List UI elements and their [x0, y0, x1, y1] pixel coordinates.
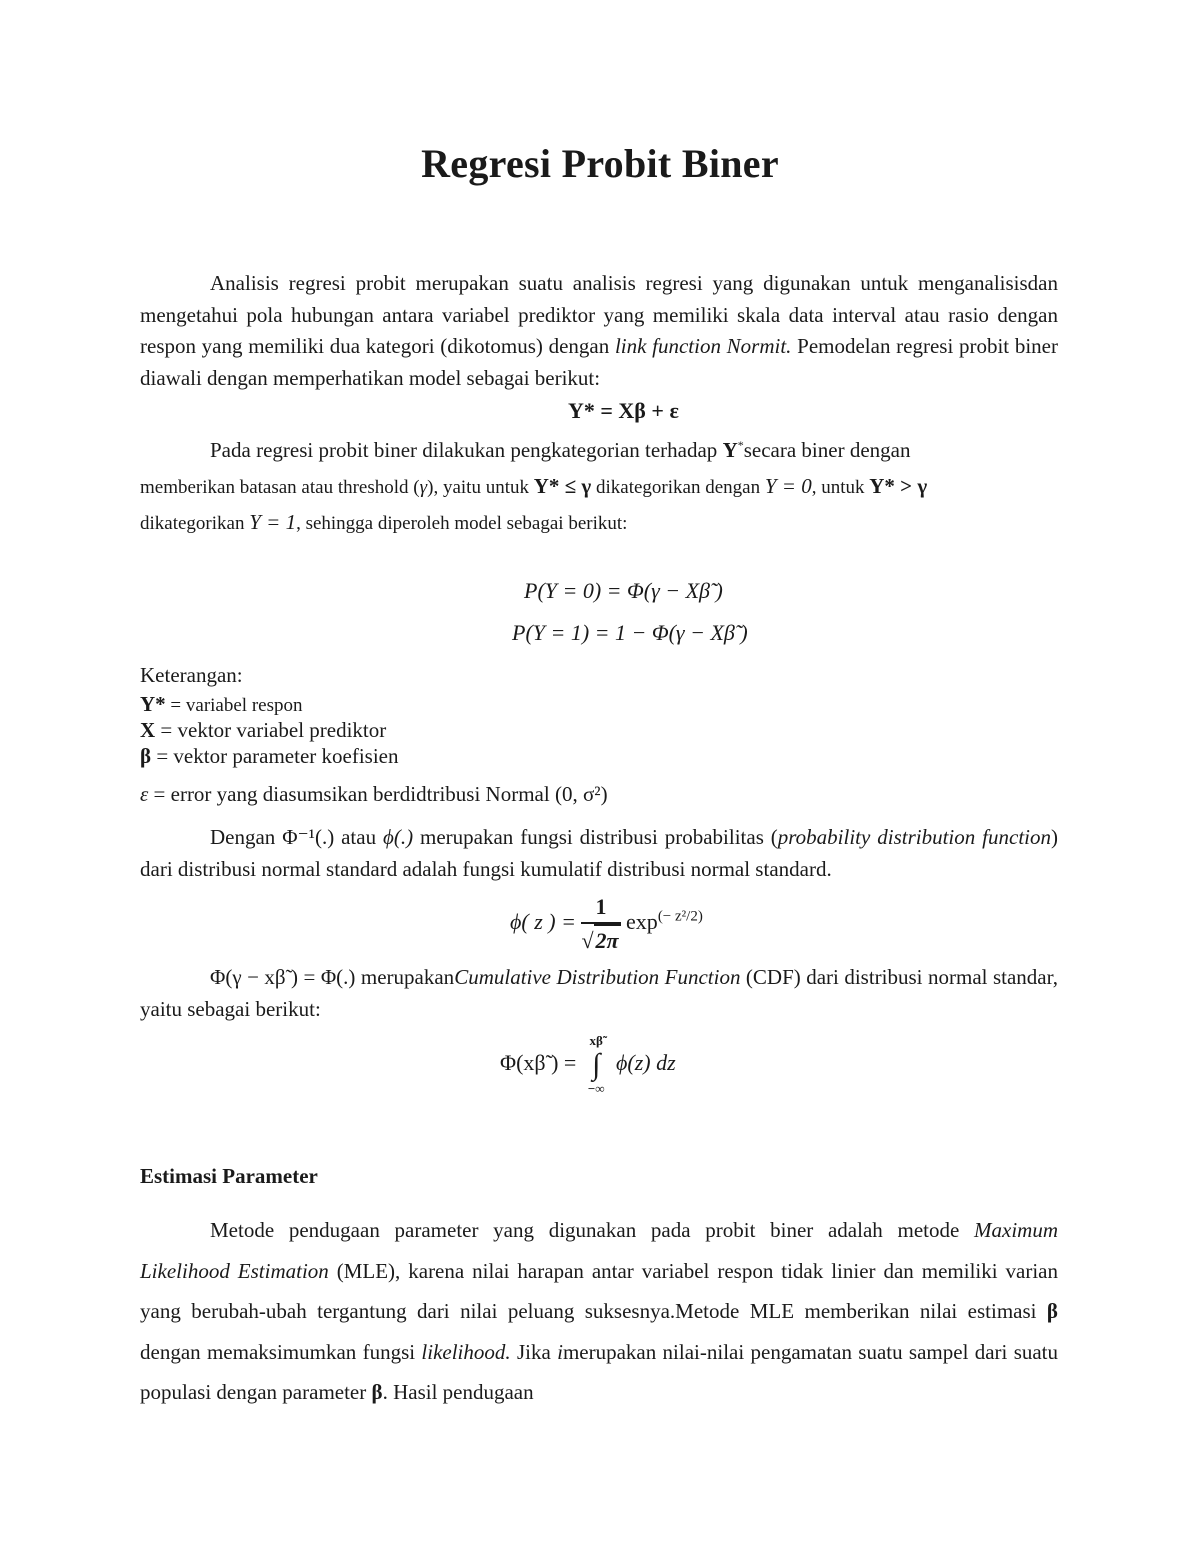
value-y1: Y = 1	[249, 510, 297, 534]
pdf-exponent: (− z²/2)	[657, 908, 703, 925]
section-text-c: dengan memaksimumkan fungsi	[140, 1339, 422, 1364]
section-text-b: (MLE), karena nilai harapan antar variabel respon tidak linier dan memiliki varian yang berubah-ubah tergantung dari nilai peluang suksesnya.Metode MLE memberikan nilai estimasi	[140, 1258, 1058, 1323]
keterangan-item-2	[140, 718, 1058, 743]
symbol-beta-2: β	[371, 1380, 383, 1404]
keterangan-text: = variabel respon	[165, 695, 303, 716]
symbol-gamma: γ	[419, 477, 428, 498]
section-text-a: Metode pendugaan parameter yang digunakan pada probit biner adalah metode	[210, 1218, 975, 1242]
para3-text-d: ) dari distribusi normal standard adalah fungsi kumulatif distribusi normal standard.	[140, 825, 1058, 881]
para4	[140, 962, 1058, 1025]
pdf-root: 2π	[594, 924, 621, 956]
para4-lhs: Φ(γ − xβ̃ ) = Φ(.)	[210, 965, 356, 989]
para2-text-c: memberikan batasan atau threshold (	[140, 477, 420, 498]
para3-text-b: atau	[334, 825, 383, 849]
integral-sign: ∫	[592, 1048, 601, 1081]
intro-emphasis: link function Normit.	[614, 334, 792, 358]
section-text-e: merupakan nilai-nilai pengamatan suatu sampel dari suatu populasi dengan parameter	[140, 1339, 1059, 1404]
para4-text-a: merupakan	[355, 965, 455, 989]
section-text-d: Jika	[510, 1339, 558, 1364]
keterangan-text: = error yang diasumsikan berdidtribusi Normal	[148, 782, 555, 806]
page-title: Regresi Probit Biner	[421, 141, 779, 186]
integral-upper-limit: xβ̃	[589, 1033, 603, 1048]
condition-2: Y* > γ	[869, 474, 928, 498]
keterangan-item-1	[140, 692, 1058, 717]
pdf-lhs: ϕ( z ) =	[510, 909, 576, 935]
para3	[140, 822, 1058, 885]
para4-text-b: (CDF) dari distribusi normal standar, yaitu sebagai berikut:	[140, 965, 1058, 1021]
cdf-equation	[500, 1034, 676, 1096]
condition-1: Y* ≤ γ	[533, 474, 592, 498]
symbol-phi-inverse: Φ⁻¹(.)	[282, 825, 335, 849]
keterangan-text: = vektor parameter koefisien	[151, 744, 399, 768]
para3-emphasis: probability distribution function	[777, 825, 1051, 849]
symbol-i: i	[557, 1339, 563, 1364]
para2-line2	[140, 474, 1058, 499]
symbol-y-star: Y	[722, 438, 738, 462]
symbol-beta: β	[1046, 1299, 1058, 1323]
model-equation: Y* = Xβ + ε	[568, 398, 679, 423]
para3-text-c: merupakan fungsi distribusi probabilitas (	[413, 825, 778, 849]
para2-text-b: secara biner dengan	[743, 438, 911, 462]
para2-text-d: ), yaitu untuk	[427, 477, 534, 498]
para2-text-e: dikategorikan dengan	[591, 477, 765, 498]
equation-p0: P(Y = 0) = Φ(γ − Xβ̃ )	[524, 578, 723, 603]
intro-paragraph	[140, 268, 1058, 394]
keterangan-symbol: Y*	[140, 692, 166, 716]
intro-text: Analisis regresi probit merupakan suatu analisis regresi yang digunakan untuk menganalisisdan mengetahui pola hubungan antara variabel prediktor yang memiliki skala data interval atau rasio dengan respon yang memiliki dua kategori (dikotomus) dengan	[140, 271, 1058, 358]
para2-text-a: Pada regresi probit biner dilakukan pengkategorian terhadap	[210, 438, 723, 462]
intro-text-end: Pemodelan regresi probit biner diawali dengan memperhatikan model sebagai berikut:	[140, 334, 1058, 390]
keterangan-text: = vektor variabel prediktor	[155, 718, 387, 742]
para2-text-f: , untuk	[811, 477, 870, 498]
cdf-lhs: Φ(xβ̃ ) =	[500, 1050, 577, 1076]
para4-emphasis: Cumulative Distribution Function	[454, 965, 741, 989]
section-emphasis-mle: Maximum Likelihood Estimation	[140, 1218, 1058, 1283]
integral	[588, 1034, 605, 1096]
pdf-fraction	[581, 892, 620, 956]
keterangan-item-3	[140, 744, 1058, 769]
para2-line1: Pada regresi probit biner dilakukan pengkategorian terhadap Y*secara biner dengan	[210, 438, 911, 462]
section-paragraph	[140, 1210, 1058, 1413]
keterangan-symbol: β	[140, 744, 152, 768]
value-y0: Y = 0	[764, 474, 812, 498]
normal-params: (0, σ²)	[554, 782, 608, 806]
pdf-equation	[510, 892, 703, 956]
equation-p1: P(Y = 1) = 1 − Φ(γ − Xβ̃ )	[512, 620, 748, 645]
keterangan-symbol: ε	[140, 782, 149, 806]
pdf-exp: exp	[626, 909, 658, 935]
para2-text-h: , sehingga diperoleh model sebagai berikut:	[296, 513, 628, 534]
para2-text-g: dikategorikan	[140, 513, 250, 534]
keterangan-item-4	[140, 782, 1058, 807]
integral-lower-limit: −∞	[587, 1081, 605, 1096]
section-text-f: . Hasil pendugaan	[382, 1380, 534, 1404]
pdf-denominator: √2π	[581, 924, 620, 956]
keterangan-symbol: X	[140, 718, 156, 742]
para2-line3	[140, 510, 1058, 535]
section-emphasis-likelihood: likelihood.	[421, 1339, 511, 1364]
pdf-numerator: 1	[581, 892, 620, 924]
cdf-integrand: ϕ(z) dz	[616, 1050, 676, 1076]
keterangan-heading: Keterangan:	[140, 663, 243, 687]
para3-text-a: Dengan	[210, 825, 283, 849]
section-heading: Estimasi Parameter	[140, 1164, 318, 1188]
symbol-phi: ϕ(.)	[383, 825, 414, 849]
